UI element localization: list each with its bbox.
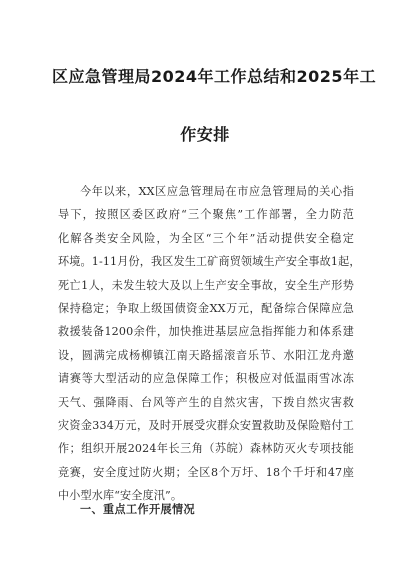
paragraph-line: 天气、强降雨、台风等产生的自然灾害，下拨自然灾害救 xyxy=(58,395,354,409)
paragraph-line: 作；组织开展2024年长三角（苏皖）森林防灭火专项技能 xyxy=(58,442,354,456)
document-title-line-1: 区应急管理局2024年工作总结和2025年工 xyxy=(52,67,377,86)
paragraph-line: 救援装备1200余件，加快推进基层应急指挥能力和体系建 xyxy=(58,325,354,339)
paragraph-line: 灾资金334万元，及时开展受灾群众安置救助及保险赔付工 xyxy=(58,419,354,433)
paragraph-line: 中小型水库“安全度汛”。 xyxy=(58,489,183,503)
paragraph-line: 环境。1-11月份，我区发生工矿商贸领域生产安全事故1起， xyxy=(58,255,361,269)
document-title-line-2: 作安排 xyxy=(180,125,230,144)
paragraph-line: 今年以来，XX区应急管理局在市应急管理局的关心指 xyxy=(80,185,354,198)
section-heading: 一、重点工作开展情况 xyxy=(80,503,195,516)
paragraph-line: 设，圆满完成杨柳镇江南天路摇滚音乐节、水阳江龙舟邀 xyxy=(58,348,354,362)
paragraph-line: 请赛等大型活动的应急保障工作；积极应对低温雨雪冰冻 xyxy=(58,372,354,386)
intro-paragraph xyxy=(58,180,361,508)
paragraph-line: 导下，按照区委区政府“三个聚焦”工作部署，全力防范 xyxy=(58,208,354,222)
paragraph-line: 化解各类安全风险，为全区“三个年”活动提供安全稳定 xyxy=(58,231,354,245)
paragraph-line: 死亡1人，未发生较大及以上生产安全事故，安全生产形势 xyxy=(58,278,354,292)
paragraph-line: 竞赛，安全度过防火期；全区8个万圩、18个千圩和47座 xyxy=(58,465,354,479)
paragraph-line: 保持稳定；争取上级国债资金XX万元，配备综合保障应急 xyxy=(58,302,354,316)
